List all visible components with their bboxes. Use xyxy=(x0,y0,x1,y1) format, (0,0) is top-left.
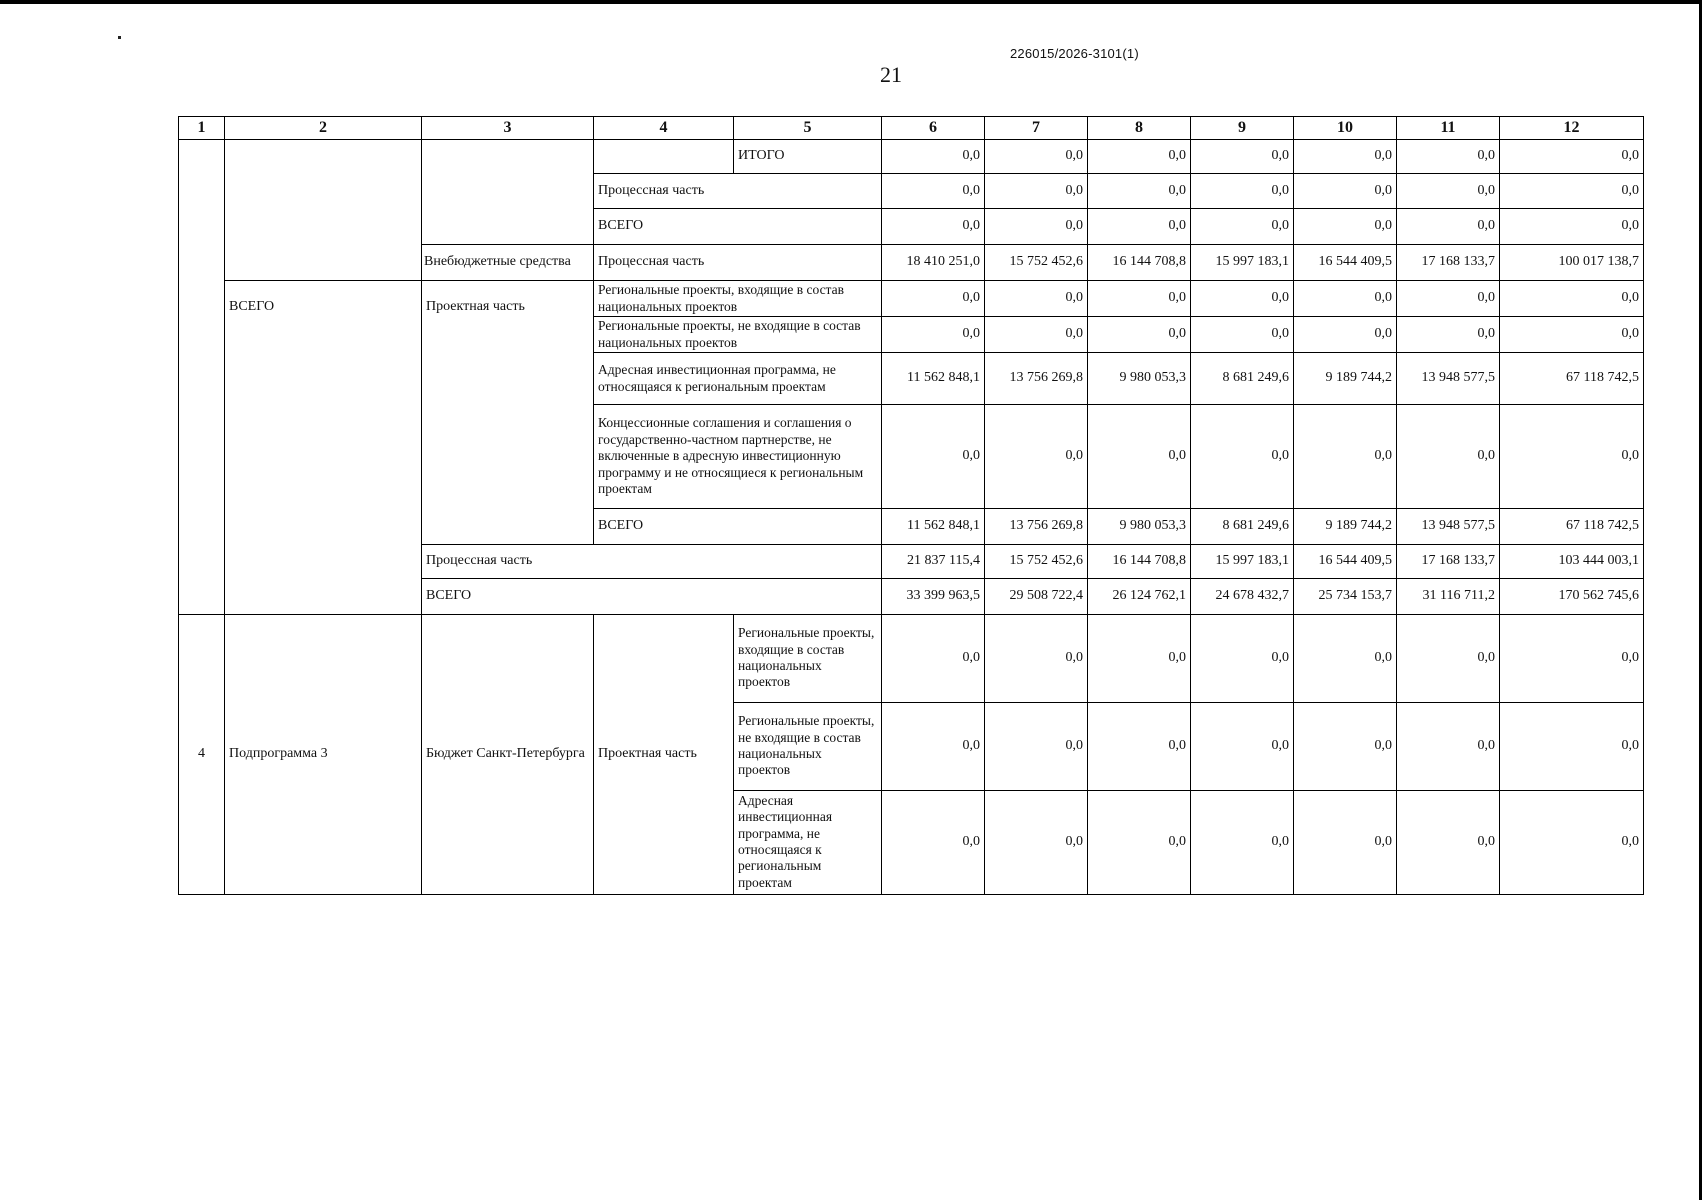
table-row xyxy=(179,614,1644,702)
value-cell: 0,0 xyxy=(1294,317,1397,353)
row-label: Региональные проекты, не входящие в состав национальных проектов xyxy=(734,702,882,790)
scan-top-border xyxy=(0,0,1702,4)
value-cell: 15 997 183,1 xyxy=(1191,545,1294,579)
value-cell: 0,0 xyxy=(1088,317,1191,353)
project-part-label: Проектная часть xyxy=(422,281,594,545)
value-cell: 0,0 xyxy=(1397,174,1500,209)
value-cell: 0,0 xyxy=(882,702,985,790)
value-cell: 0,0 xyxy=(1088,281,1191,317)
value-cell: 0,0 xyxy=(1500,174,1644,209)
value-cell: 0,0 xyxy=(1191,614,1294,702)
value-cell: 8 681 249,6 xyxy=(1191,353,1294,405)
value-cell: 170 562 745,6 xyxy=(1500,579,1644,615)
row-label: Процессная часть xyxy=(594,245,882,281)
value-cell: 0,0 xyxy=(1294,281,1397,317)
value-cell: 0,0 xyxy=(1191,702,1294,790)
value-cell: 0,0 xyxy=(985,140,1088,174)
value-cell: 0,0 xyxy=(882,790,985,894)
value-cell: 0,0 xyxy=(985,317,1088,353)
row-label: Процессная часть xyxy=(422,545,882,579)
value-cell: 0,0 xyxy=(1397,405,1500,509)
value-cell: 0,0 xyxy=(882,317,985,353)
value-cell: 0,0 xyxy=(1191,209,1294,245)
value-cell: 0,0 xyxy=(1191,281,1294,317)
value-cell: 0,0 xyxy=(1397,702,1500,790)
value-cell: 16 544 409,5 xyxy=(1294,545,1397,579)
value-cell: 0,0 xyxy=(985,790,1088,894)
funding-source-label: Внебюджетные средства xyxy=(422,245,594,281)
value-cell: 18 410 251,0 xyxy=(882,245,985,281)
column-header: 3 xyxy=(422,117,594,140)
value-cell: 0,0 xyxy=(1294,614,1397,702)
value-cell: 17 168 133,7 xyxy=(1397,245,1500,281)
value-cell: 0,0 xyxy=(1088,702,1191,790)
empty-cell xyxy=(594,140,734,174)
value-cell: 0,0 xyxy=(985,702,1088,790)
value-cell: 0,0 xyxy=(882,209,985,245)
row-label: Региональные проекты, входящие в состав национальных проектов xyxy=(734,614,882,702)
value-cell: 0,0 xyxy=(1500,317,1644,353)
value-cell: 0,0 xyxy=(1088,405,1191,509)
value-cell: 9 980 053,3 xyxy=(1088,509,1191,545)
value-cell: 67 118 742,5 xyxy=(1500,353,1644,405)
value-cell: 0,0 xyxy=(1397,281,1500,317)
value-cell: 25 734 153,7 xyxy=(1294,579,1397,615)
value-cell: 0,0 xyxy=(1500,790,1644,894)
document-registration-stamp: 226015/2026-3101(1) xyxy=(1010,46,1139,61)
value-cell: 15 997 183,1 xyxy=(1191,245,1294,281)
value-cell: 0,0 xyxy=(1191,405,1294,509)
value-cell: 0,0 xyxy=(1191,140,1294,174)
value-cell: 0,0 xyxy=(1500,405,1644,509)
value-cell: 0,0 xyxy=(882,174,985,209)
table-row xyxy=(179,281,1644,317)
column-header: 5 xyxy=(734,117,882,140)
value-cell: 0,0 xyxy=(882,405,985,509)
row-label: Региональные проекты, не входящие в состав национальных проектов xyxy=(594,317,882,353)
column-header: 2 xyxy=(225,117,422,140)
row-label: Адресная инвестиционная программа, не относящаяся к региональным проектам xyxy=(734,790,882,894)
value-cell: 15 752 452,6 xyxy=(985,545,1088,579)
row-label: ВСЕГО xyxy=(594,209,882,245)
page-number: 21 xyxy=(880,62,902,87)
value-cell: 0,0 xyxy=(1088,209,1191,245)
budget-table-container xyxy=(178,116,1644,895)
subprogram-table xyxy=(178,614,1644,895)
value-cell: 0,0 xyxy=(882,140,985,174)
scan-artifact xyxy=(118,36,121,39)
value-cell: 13 756 269,8 xyxy=(985,353,1088,405)
value-cell: 0,0 xyxy=(985,174,1088,209)
column-header: 12 xyxy=(1500,117,1644,140)
value-cell: 16 144 708,8 xyxy=(1088,245,1191,281)
value-cell: 15 752 452,6 xyxy=(985,245,1088,281)
row-label: Концессионные соглашения и соглашения о государственно-частном партнерстве, не включенные в адресную инвестиционную программу и не относящиеся к региональным проектам xyxy=(594,405,882,509)
value-cell: 17 168 133,7 xyxy=(1397,545,1500,579)
row-label: ВСЕГО xyxy=(594,509,882,545)
column-header: 10 xyxy=(1294,117,1397,140)
total-block-label: ВСЕГО xyxy=(225,281,422,615)
value-cell: 0,0 xyxy=(985,281,1088,317)
value-cell: 0,0 xyxy=(1088,614,1191,702)
row-number-cell xyxy=(179,140,225,615)
value-cell: 0,0 xyxy=(1397,790,1500,894)
value-cell: 0,0 xyxy=(1500,281,1644,317)
value-cell: 103 444 003,1 xyxy=(1500,545,1644,579)
budget-table xyxy=(178,116,1644,615)
value-cell: 16 144 708,8 xyxy=(1088,545,1191,579)
row-label: Адресная инвестиционная программа, не относящаяся к региональным проектам xyxy=(594,353,882,405)
column-header: 7 xyxy=(985,117,1088,140)
value-cell: 0,0 xyxy=(1397,614,1500,702)
value-cell: 0,0 xyxy=(882,281,985,317)
column-header: 1 xyxy=(179,117,225,140)
value-cell: 13 948 577,5 xyxy=(1397,353,1500,405)
empty-cell xyxy=(225,140,422,281)
value-cell: 0,0 xyxy=(882,614,985,702)
value-cell: 31 116 711,2 xyxy=(1397,579,1500,615)
value-cell: 0,0 xyxy=(985,405,1088,509)
value-cell: 0,0 xyxy=(1397,317,1500,353)
value-cell: 16 544 409,5 xyxy=(1294,245,1397,281)
table-row xyxy=(179,140,1644,174)
value-cell: 9 189 744,2 xyxy=(1294,509,1397,545)
funding-source-label: Бюджет Санкт-Петербурга xyxy=(422,614,594,894)
value-cell: 0,0 xyxy=(1294,209,1397,245)
value-cell: 0,0 xyxy=(1500,614,1644,702)
value-cell: 0,0 xyxy=(1191,174,1294,209)
project-part-label: Проектная часть xyxy=(594,614,734,894)
row-label: ВСЕГО xyxy=(422,579,882,615)
value-cell: 0,0 xyxy=(1500,209,1644,245)
value-cell: 0,0 xyxy=(1294,405,1397,509)
value-cell: 0,0 xyxy=(1397,209,1500,245)
value-cell: 0,0 xyxy=(1294,174,1397,209)
value-cell: 0,0 xyxy=(1191,790,1294,894)
column-header: 4 xyxy=(594,117,734,140)
value-cell: 13 756 269,8 xyxy=(985,509,1088,545)
value-cell: 0,0 xyxy=(1088,790,1191,894)
column-header: 6 xyxy=(882,117,985,140)
value-cell: 0,0 xyxy=(985,209,1088,245)
value-cell: 0,0 xyxy=(1500,702,1644,790)
value-cell: 24 678 432,7 xyxy=(1191,579,1294,615)
value-cell: 11 562 848,1 xyxy=(882,509,985,545)
value-cell: 0,0 xyxy=(1294,140,1397,174)
value-cell: 67 118 742,5 xyxy=(1500,509,1644,545)
row-label: Процессная часть xyxy=(594,174,882,209)
value-cell: 0,0 xyxy=(1088,140,1191,174)
column-number-header-row xyxy=(179,117,1644,140)
value-cell: 0,0 xyxy=(1088,174,1191,209)
value-cell: 9 189 744,2 xyxy=(1294,353,1397,405)
value-cell: 11 562 848,1 xyxy=(882,353,985,405)
value-cell: 0,0 xyxy=(1191,317,1294,353)
value-cell: 0,0 xyxy=(985,614,1088,702)
column-header: 9 xyxy=(1191,117,1294,140)
value-cell: 29 508 722,4 xyxy=(985,579,1088,615)
row-label: Региональные проекты, входящие в состав национальных проектов xyxy=(594,281,882,317)
value-cell: 0,0 xyxy=(1500,140,1644,174)
value-cell: 26 124 762,1 xyxy=(1088,579,1191,615)
value-cell: 0,0 xyxy=(1294,702,1397,790)
value-cell: 100 017 138,7 xyxy=(1500,245,1644,281)
value-cell: 0,0 xyxy=(1294,790,1397,894)
row-label: ИТОГО xyxy=(734,140,882,174)
value-cell: 21 837 115,4 xyxy=(882,545,985,579)
value-cell: 0,0 xyxy=(1397,140,1500,174)
column-header: 8 xyxy=(1088,117,1191,140)
value-cell: 8 681 249,6 xyxy=(1191,509,1294,545)
empty-cell xyxy=(422,140,594,245)
value-cell: 13 948 577,5 xyxy=(1397,509,1500,545)
row-number-cell: 4 xyxy=(179,614,225,894)
column-header: 11 xyxy=(1397,117,1500,140)
value-cell: 9 980 053,3 xyxy=(1088,353,1191,405)
value-cell: 33 399 963,5 xyxy=(882,579,985,615)
subprogram-label: Подпрограмма 3 xyxy=(225,614,422,894)
